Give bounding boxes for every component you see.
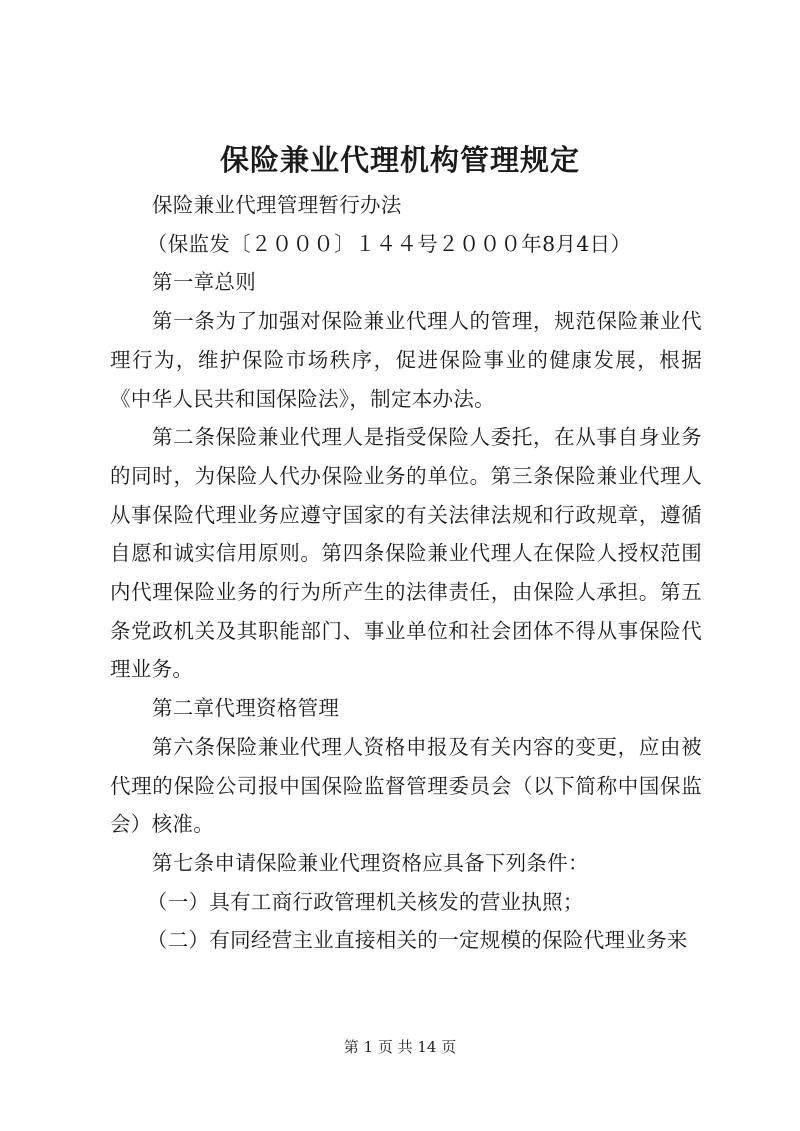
list-item-condition-1: （一）具有工商行政管理机关核发的营业执照； [146, 889, 584, 914]
page-footer: 第 1 页 共 14 页 [343, 1038, 457, 1056]
paragraph-subtitle: 保险兼业代理管理暂行办法 [152, 193, 402, 217]
list-item-condition-2: （二）有同经营主业直接相关的一定规模的保险代理业务来 [146, 928, 688, 953]
paragraph-article-1: 第一条为了加强对保险兼业代理人的管理，规范保险兼业代理行为，维护保险市场秩序，促进保险事业的健康发展，根据《中华人民共和国保险法》，制定本办法。 [110, 309, 702, 411]
paragraph-issuance: （保监发〔２０００〕１４４号２０００年8月4日） [146, 231, 632, 256]
paragraph-article-2-5: 第二条保险兼业代理人是指受保险人委托，在从事自身业务的同时，为保险人代办保险业务的单位。第三条保险兼业代理人从事保险代理业务应遵守国家的有关法律法规和行政规章，遵循自愿和诚实信用原则。第四条保险兼业代理人在保险人授权范围内代理保险业务的行为所产生的法律责任，由保险人承担。第五条党政机关及其职能部门、事业单位和社会团体不得从事保险代理业务。 [110, 425, 702, 682]
document-title: 保险兼业代理机构管理规定 [219, 143, 580, 177]
document-body [110, 186, 702, 960]
chapter-heading-1: 第一章总则 [152, 270, 257, 295]
paragraph-article-6: 第六条保险兼业代理人资格申报及有关内容的变更，应由被代理的保险公司报中国保险监督管理委员会（以下简称中国保监会）核准。 [110, 734, 702, 837]
chapter-heading-2: 第二章代理资格管理 [152, 696, 340, 721]
paragraph-article-7: 第七条申请保险兼业代理资格应具备下列条件： [152, 850, 589, 875]
